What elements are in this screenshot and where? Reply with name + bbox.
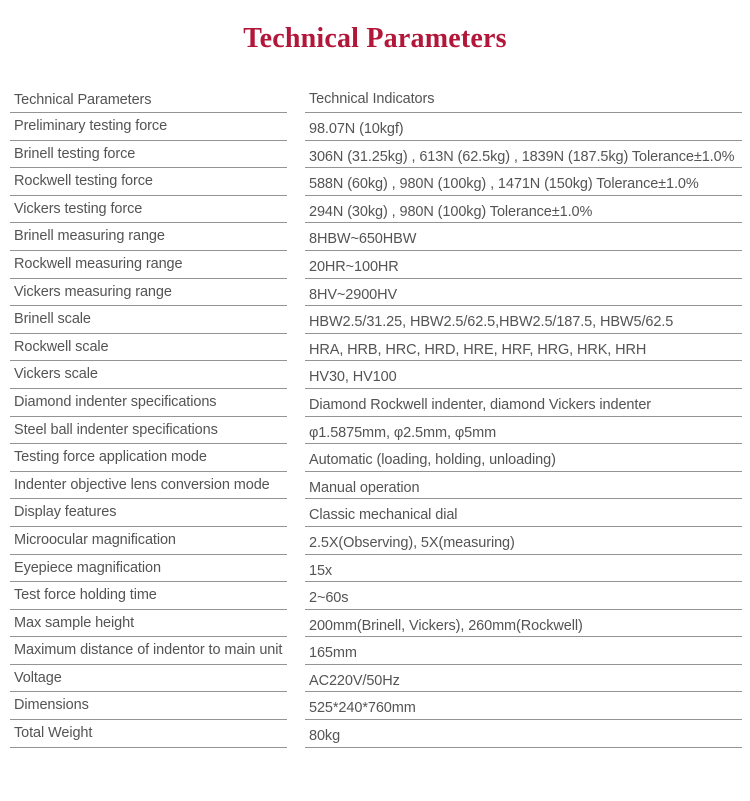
table-row bbox=[10, 196, 742, 224]
parameter-value-cell: HBW2.5/31.25, HBW2.5/62.5,HBW2.5/187.5, HBW5/62.5 bbox=[305, 306, 742, 334]
table-row bbox=[10, 720, 742, 748]
column-header-parameters: Technical Parameters bbox=[10, 88, 287, 113]
parameter-value-cell: 2.5X(Observing), 5X(measuring) bbox=[305, 527, 742, 555]
parameter-value-cell: HRA, HRB, HRC, HRD, HRE, HRF, HRG, HRK, HRH bbox=[305, 334, 742, 362]
parameter-value-cell: 20HR~100HR bbox=[305, 251, 742, 279]
table-body bbox=[10, 113, 742, 748]
parameter-name-cell: Test force holding time bbox=[10, 582, 287, 610]
parameter-name-cell: Brinell testing force bbox=[10, 141, 287, 169]
parameter-name-cell: Microocular magnification bbox=[10, 527, 287, 555]
table-row bbox=[10, 168, 742, 196]
parameter-name-cell: Dimensions bbox=[10, 692, 287, 720]
table-row bbox=[10, 444, 742, 472]
parameter-value-cell: 306N (31.25kg) , 613N (62.5kg) , 1839N (187.5kg) Tolerance±1.0% bbox=[305, 141, 742, 169]
table-row bbox=[10, 306, 742, 334]
table-row bbox=[10, 665, 742, 693]
parameter-value-cell: 98.07N (10kgf) bbox=[305, 113, 742, 141]
parameter-value-cell: 588N (60kg) , 980N (100kg) , 1471N (150kg) Tolerance±1.0% bbox=[305, 168, 742, 196]
table-row bbox=[10, 582, 742, 610]
parameter-name-cell: Eyepiece magnification bbox=[10, 555, 287, 583]
parameter-value-cell: Diamond Rockwell indenter, diamond Vickers indenter bbox=[305, 389, 742, 417]
parameter-name-cell: Rockwell testing force bbox=[10, 168, 287, 196]
parameter-value-cell: 525*240*760mm bbox=[305, 692, 742, 720]
parameter-name-cell: Steel ball indenter specifications bbox=[10, 417, 287, 445]
parameter-value-cell: HV30, HV100 bbox=[305, 361, 742, 389]
table-row bbox=[10, 223, 742, 251]
parameter-value-cell: φ1.5875mm, φ2.5mm, φ5mm bbox=[305, 417, 742, 445]
parameter-name-cell: Testing force application mode bbox=[10, 444, 287, 472]
parameter-name-cell: Rockwell measuring range bbox=[10, 251, 287, 279]
table-row bbox=[10, 637, 742, 665]
table-row bbox=[10, 279, 742, 307]
parameter-value-cell: 294N (30kg) , 980N (100kg) Tolerance±1.0% bbox=[305, 196, 742, 224]
parameter-name-cell: Maximum distance of indentor to main unit bbox=[10, 637, 287, 665]
parameter-name-cell: Total Weight bbox=[10, 720, 287, 748]
parameter-value-cell: 8HBW~650HBW bbox=[305, 223, 742, 251]
parameter-name-cell: Max sample height bbox=[10, 610, 287, 638]
parameter-value-cell: Automatic (loading, holding, unloading) bbox=[305, 444, 742, 472]
parameter-name-cell: Vickers scale bbox=[10, 361, 287, 389]
parameter-value-cell: Classic mechanical dial bbox=[305, 499, 742, 527]
parameter-name-cell: Vickers measuring range bbox=[10, 279, 287, 307]
parameter-name-cell: Indenter objective lens conversion mode bbox=[10, 472, 287, 500]
parameter-name-cell: Brinell measuring range bbox=[10, 223, 287, 251]
parameter-name-cell: Voltage bbox=[10, 665, 287, 693]
parameter-name-cell: Diamond indenter specifications bbox=[10, 389, 287, 417]
table-header-row bbox=[10, 88, 742, 113]
table-row bbox=[10, 499, 742, 527]
table-row bbox=[10, 334, 742, 362]
table-row bbox=[10, 141, 742, 169]
table-row bbox=[10, 389, 742, 417]
table-row bbox=[10, 251, 742, 279]
table-row bbox=[10, 417, 742, 445]
parameter-value-cell: 200mm(Brinell, Vickers), 260mm(Rockwell) bbox=[305, 610, 742, 638]
parameter-value-cell: 165mm bbox=[305, 637, 742, 665]
parameter-value-cell: AC220V/50Hz bbox=[305, 665, 742, 693]
parameter-value-cell: 80kg bbox=[305, 720, 742, 748]
table-row bbox=[10, 527, 742, 555]
table-row bbox=[10, 610, 742, 638]
parameter-name-cell: Preliminary testing force bbox=[10, 113, 287, 141]
parameter-value-cell: 15x bbox=[305, 555, 742, 583]
column-header-indicators: Technical Indicators bbox=[305, 88, 742, 113]
parameter-name-cell: Display features bbox=[10, 499, 287, 527]
table-row bbox=[10, 113, 742, 141]
technical-parameters-table bbox=[10, 88, 742, 748]
parameter-name-cell: Vickers testing force bbox=[10, 196, 287, 224]
parameter-value-cell: 8HV~2900HV bbox=[305, 279, 742, 307]
parameter-name-cell: Rockwell scale bbox=[10, 334, 287, 362]
table-row bbox=[10, 692, 742, 720]
table-row bbox=[10, 472, 742, 500]
table-row bbox=[10, 555, 742, 583]
parameter-value-cell: 2~60s bbox=[305, 582, 742, 610]
table-row bbox=[10, 361, 742, 389]
parameter-name-cell: Brinell scale bbox=[10, 306, 287, 334]
parameter-value-cell: Manual operation bbox=[305, 472, 742, 500]
page-title: Technical Parameters bbox=[243, 23, 507, 54]
